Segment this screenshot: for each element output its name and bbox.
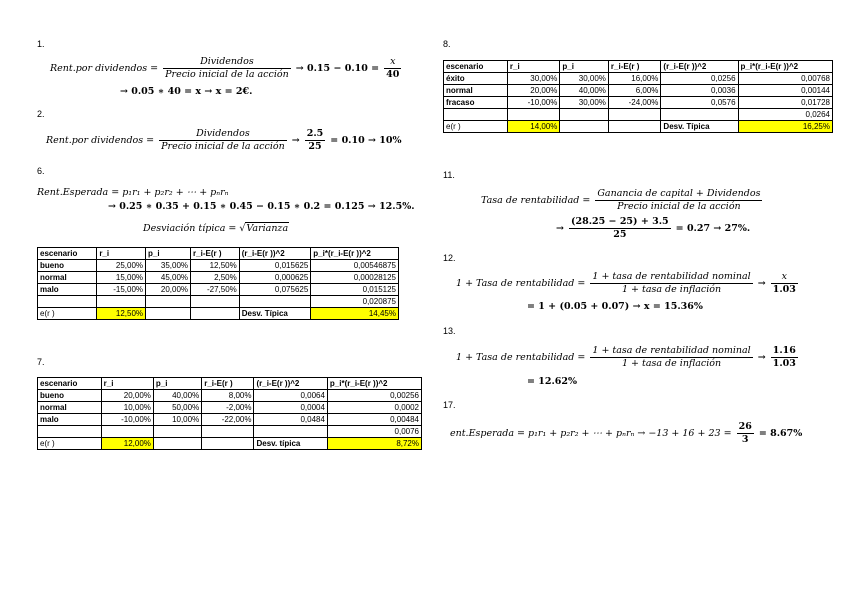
table-row	[444, 121, 833, 133]
table8-cell: éxito	[444, 73, 508, 85]
table8-desv-label: Desv. Típica	[661, 121, 738, 133]
eq13-fraction-value	[771, 345, 798, 370]
table8-cell: 20,00%	[507, 85, 560, 97]
table6-cell: 45,00%	[146, 272, 191, 284]
table7-cell	[153, 426, 201, 438]
equation-17	[450, 421, 802, 446]
table7-cell: 0,0004	[254, 402, 327, 414]
table-row	[38, 248, 399, 260]
table7-cell: 8,00%	[202, 390, 254, 402]
table8-cell: normal	[444, 85, 508, 97]
eq6-line1-text: Rent.Esperada = p₁r₁ + p₂r₂ + ⋯ + pₙrₙ	[37, 187, 229, 198]
table6-cell: 20,00%	[146, 284, 191, 296]
label-11: 11.	[443, 170, 455, 180]
eq1-lhs: Rent.por dividendos =	[50, 63, 159, 74]
table6-cell: 0,015125	[311, 284, 399, 296]
eq1-mid: → 0.15 − 0.10 =	[295, 63, 380, 74]
table8-cell: 0,0264	[738, 109, 832, 121]
eq12-fraction-x	[771, 271, 798, 296]
table7-cell: -22,00%	[202, 414, 254, 426]
table6-cell: 0,000625	[239, 272, 311, 284]
eq12-frac-den: 1.03	[772, 284, 796, 295]
eq17-rest: = 8.67%	[758, 428, 803, 439]
table6-desv-value: 14,45%	[311, 308, 399, 320]
eq12-line2	[527, 301, 703, 312]
table7-cell: 0,0076	[327, 426, 421, 438]
table6-cell: -15,00%	[97, 284, 146, 296]
table7-cell: -10,00%	[101, 414, 153, 426]
table8-cell: 0,0036	[661, 85, 738, 97]
eq2-fraction	[159, 128, 287, 153]
eq13-line2	[527, 376, 577, 387]
table7-h3: r_i-E(r )	[202, 378, 254, 390]
table8-cell	[661, 109, 738, 121]
table6-desv-label: Desv. Típica	[239, 308, 311, 320]
table6-cell	[146, 296, 191, 308]
table7-cell: 40,00%	[153, 390, 201, 402]
table6-cell: 0,075625	[239, 284, 311, 296]
table8-cell	[444, 109, 508, 121]
eq6-line1	[37, 187, 229, 198]
table7-er-label: e(r )	[38, 438, 102, 450]
eq2-fraction-value	[305, 128, 326, 153]
table6-h2: p_i	[146, 248, 191, 260]
table7-cell	[153, 438, 201, 450]
table7-cell: 0,00256	[327, 390, 421, 402]
table6-cell: 0,00028125	[311, 272, 399, 284]
table8-cell	[560, 109, 609, 121]
table7-cell	[101, 426, 153, 438]
eq1-frac-num: x	[390, 56, 396, 67]
label-13: 13.	[443, 326, 456, 336]
equation-13	[456, 345, 800, 370]
eq2-arrow: →	[291, 135, 300, 146]
eq1-line2	[120, 86, 252, 97]
eq13-lhs: 1 + Tasa de rentabilidad =	[456, 352, 586, 363]
table-7	[37, 377, 422, 450]
table8-cell: -10,00%	[507, 97, 560, 109]
eq12-frac-num: x	[781, 271, 787, 282]
table7-cell: 20,00%	[101, 390, 153, 402]
table7-cell: 10,00%	[101, 402, 153, 414]
table7-cell: malo	[38, 414, 102, 426]
equation-12	[456, 271, 800, 296]
eq12-arrow: →	[757, 278, 766, 289]
table8-cell: 40,00%	[560, 85, 609, 97]
table-row	[38, 284, 399, 296]
table6-h1: r_i	[97, 248, 146, 260]
table8-cell: 30,00%	[507, 73, 560, 85]
table6-cell	[146, 308, 191, 320]
table7-cell: 10,00%	[153, 414, 201, 426]
table6-cell: -27,50%	[191, 284, 240, 296]
table6-cell	[97, 296, 146, 308]
table6-cell: normal	[38, 272, 97, 284]
table8-desv-value: 16,25%	[738, 121, 832, 133]
eq11-frac-num: (28.25 − 25) + 3.5	[571, 216, 669, 227]
table6-er-label: e(r )	[38, 308, 97, 320]
table-row	[444, 61, 833, 73]
eq12-fraction	[590, 271, 752, 296]
table6-h3: r_i-E(r )	[191, 248, 240, 260]
table8-cell: 0,00144	[738, 85, 832, 97]
label-17: 17.	[443, 400, 456, 410]
table8-cell: 30,00%	[560, 73, 609, 85]
eq1-fraction	[163, 56, 291, 81]
table8-cell: 0,00768	[738, 73, 832, 85]
equation-11	[481, 188, 764, 213]
eq11-fraction	[595, 188, 762, 213]
table8-h0: escenario	[444, 61, 508, 73]
label-8: 8.	[443, 39, 451, 49]
table7-cell	[38, 426, 102, 438]
table7-cell	[202, 438, 254, 450]
table-row	[38, 308, 399, 320]
eq13-denominator: 1 + tasa de inflación	[590, 357, 752, 370]
eq17-frac-num: 26	[738, 421, 752, 432]
table8-cell: fracaso	[444, 97, 508, 109]
table7-cell: 0,0002	[327, 402, 421, 414]
table7-cell	[254, 426, 327, 438]
eq1-fraction-x	[384, 56, 401, 81]
table6-cell	[38, 296, 97, 308]
table6-cell: 0,00546875	[311, 260, 399, 272]
table-row	[444, 85, 833, 97]
eq17-fraction	[737, 421, 754, 446]
table7-cell: bueno	[38, 390, 102, 402]
table7-cell: 50,00%	[153, 402, 201, 414]
table6-cell	[191, 308, 240, 320]
table6-cell: 0,020875	[311, 296, 399, 308]
table6-cell: 15,00%	[97, 272, 146, 284]
eq1-numerator: Dividendos	[200, 56, 254, 67]
table7-desv-value: 8,72%	[327, 438, 421, 450]
table7-cell: -2,00%	[202, 402, 254, 414]
eq13-numerator: 1 + tasa de rentabilidad nominal	[592, 345, 751, 356]
table6-cell	[191, 296, 240, 308]
table8-cell: -24,00%	[608, 97, 661, 109]
label-1: 1.	[37, 39, 45, 49]
table7-cell: 0,0064	[254, 390, 327, 402]
eq2-numerator: Dividendos	[196, 128, 250, 139]
table-row	[38, 272, 399, 284]
table7-h0: escenario	[38, 378, 102, 390]
table8-cell: 30,00%	[560, 97, 609, 109]
table8-h3: r_i-E(r )	[608, 61, 661, 73]
label-2: 2.	[37, 109, 45, 119]
table8-cell	[507, 109, 560, 121]
table-row	[38, 438, 422, 450]
table7-h1: r_i	[101, 378, 153, 390]
table6-cell: malo	[38, 284, 97, 296]
table-row	[444, 73, 833, 85]
table6-cell: 12,50%	[191, 260, 240, 272]
table7-cell: 0,0484	[254, 414, 327, 426]
eq11-frac-den: 25	[569, 228, 671, 241]
eq12-line2-text: = 1 + (0.05 + 0.07) → x = 15.36%	[527, 301, 703, 312]
eq12-denominator: 1 + tasa de inflación	[590, 283, 752, 296]
table-row	[38, 296, 399, 308]
table7-h5: p_i*(r_i-E(r ))^2	[327, 378, 421, 390]
eq2-rest: = 0.10 → 10%	[330, 135, 402, 146]
table6-h0: escenario	[38, 248, 97, 260]
table-6	[37, 247, 399, 320]
label-12: 12.	[443, 253, 456, 263]
eq12-numerator: 1 + tasa de rentabilidad nominal	[592, 271, 751, 282]
table-8	[443, 60, 833, 133]
eq13-arrow: →	[757, 352, 766, 363]
table8-cell	[560, 121, 609, 133]
table7-h4: (r_i-E(r ))^2	[254, 378, 327, 390]
table8-cell: 16,00%	[608, 73, 661, 85]
table8-h4: (r_i-E(r ))^2	[661, 61, 738, 73]
table-row	[38, 390, 422, 402]
table6-cell: 25,00%	[97, 260, 146, 272]
table6-er-value: 12,50%	[97, 308, 146, 320]
eq13-frac-den: 1.03	[772, 358, 796, 369]
equation-1	[50, 56, 403, 81]
eq11-fraction-value	[569, 216, 671, 241]
table-row	[444, 109, 833, 121]
equation-2	[46, 128, 402, 153]
table7-er-value: 12,00%	[101, 438, 153, 450]
eq12-lhs: 1 + Tasa de rentabilidad =	[456, 278, 586, 289]
eq13-frac-num: 1.16	[772, 345, 796, 356]
eq6-line2	[108, 201, 415, 212]
eq11-lhs: Tasa de rentabilidad =	[481, 195, 591, 206]
table6-cell: bueno	[38, 260, 97, 272]
eq2-frac-den: 25	[305, 140, 326, 153]
table8-er-value: 14,00%	[507, 121, 560, 133]
eq11-numerator: Ganancia de capital + Dividendos	[597, 188, 761, 199]
table6-cell	[239, 296, 311, 308]
table6-cell: 35,00%	[146, 260, 191, 272]
table8-er-label: e(r )	[444, 121, 508, 133]
eq17-frac-den: 3	[737, 433, 754, 446]
eq6-line2-text: → 0.25 ∗ 0.35 + 0.15 ∗ 0.45 − 0.15 ∗ 0.2 = 0.125 → 12.5%.	[108, 201, 415, 212]
table-row	[38, 378, 422, 390]
eq1-denominator: Precio inicial de la acción	[165, 69, 289, 80]
table8-cell	[608, 121, 661, 133]
eq13-fraction	[590, 345, 752, 370]
table8-h1: r_i	[507, 61, 560, 73]
eq17-lhs: ent.Esperada = p₁r₁ + p₂r₂ + ⋯ + pₙrₙ → −13 + 16 + 23 =	[450, 428, 732, 439]
table-row	[444, 97, 833, 109]
table8-cell: 6,00%	[608, 85, 661, 97]
table7-cell: 0,00484	[327, 414, 421, 426]
table6-cell: 2,50%	[191, 272, 240, 284]
table7-cell	[202, 426, 254, 438]
table6-h5: p_i*(r_i-E(r ))^2	[311, 248, 399, 260]
eq1-line2-text: → 0.05 ∗ 40 = x → x = 2€.	[120, 86, 253, 97]
eq6-dev: Desviación típica = √Varianza	[143, 223, 289, 234]
eq11-denominator: Precio inicial de la acción	[595, 200, 762, 213]
table8-h5: p_i*(r_i-E(r ))^2	[738, 61, 832, 73]
table-row	[38, 260, 399, 272]
table-row	[38, 402, 422, 414]
table8-h2: p_i	[560, 61, 609, 73]
eq11-rest: = 0.27 → 27%.	[675, 223, 751, 234]
eq2-denominator: Precio inicial de la acción	[161, 141, 285, 152]
table8-cell: 0,01728	[738, 97, 832, 109]
table-row	[38, 414, 422, 426]
table8-cell	[608, 109, 661, 121]
eq13-line2-text: = 12.62%	[527, 376, 578, 387]
eq11-arrow: →	[556, 223, 564, 234]
label-7: 7.	[37, 357, 45, 367]
table6-cell: 0,015625	[239, 260, 311, 272]
equation-11-line2	[556, 216, 750, 241]
table7-desv-label: Desv. típica	[254, 438, 327, 450]
eq6-dev-radicand: Varianza	[246, 223, 289, 234]
label-6: 6.	[37, 166, 45, 176]
table-row	[38, 426, 422, 438]
eq2-lhs: Rent.por dividendos =	[46, 135, 155, 146]
eq2-frac-num: 2.5	[306, 128, 324, 139]
eq6-dev-lhs: Desviación típica =	[143, 223, 237, 234]
table6-h4: (r_i-E(r ))^2	[239, 248, 311, 260]
table7-h2: p_i	[153, 378, 201, 390]
eq1-frac-den: 40	[386, 69, 400, 80]
table8-cell: 0,0256	[661, 73, 738, 85]
table8-cell: 0,0576	[661, 97, 738, 109]
table7-cell: normal	[38, 402, 102, 414]
